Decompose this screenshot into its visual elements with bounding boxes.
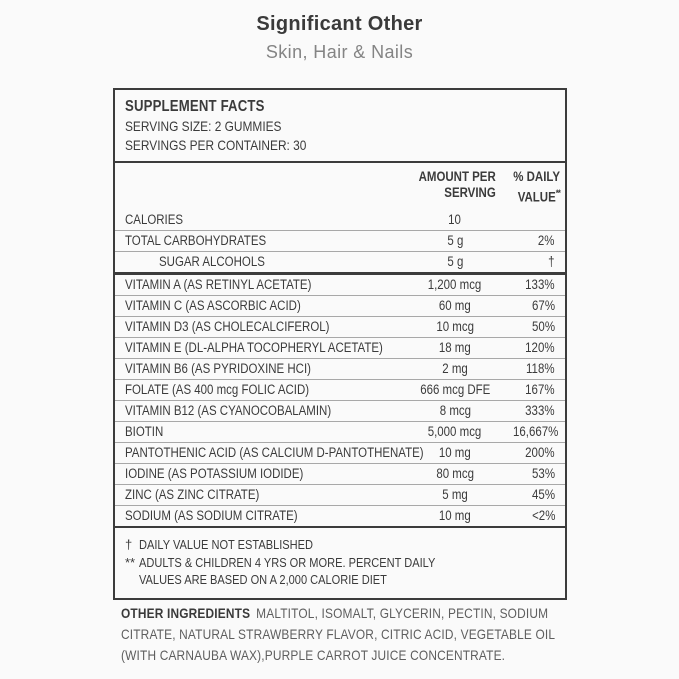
nutrient-row	[115, 295, 565, 316]
footnotes	[115, 528, 565, 598]
product-subtitle: Skin, Hair & Nails	[265, 42, 414, 62]
other-ingredients-label: OTHER INGREDIENTS	[121, 605, 251, 621]
nutrient-amount: 666 mcg DFE	[419, 382, 491, 397]
nutrient-row	[115, 230, 565, 251]
nutrient-row	[115, 210, 565, 230]
nutrient-daily-value: 67%	[532, 298, 555, 313]
daily-value-footnote-marker: **	[555, 188, 561, 198]
nutrient-name: BIOTIN	[125, 424, 164, 439]
nutrient-daily-value: 120%	[525, 340, 555, 355]
nutrient-amount: 10	[448, 212, 462, 227]
nutrient-name: VITAMIN C (AS ASCORBIC ACID)	[125, 298, 301, 313]
nutrient-row	[115, 316, 565, 337]
nutrient-daily-value: 118%	[526, 361, 555, 376]
servings-per-container: SERVINGS PER CONTAINER: 30	[125, 136, 307, 153]
nutrient-name: VITAMIN A (AS RETINYL ACETATE)	[125, 277, 312, 292]
supplement-facts-panel	[113, 88, 567, 600]
nutrient-amount: 5 g	[447, 233, 463, 248]
nutrient-amount: 18 mg	[439, 340, 471, 355]
page-title: Significant Other	[256, 13, 423, 35]
footnote	[125, 554, 555, 588]
nutrient-row	[115, 442, 565, 463]
nutrient-name: TOTAL CARBOHYDRATES	[125, 233, 267, 248]
nutrient-daily-value: 200%	[525, 445, 555, 460]
panel-title: SUPPLEMENT FACTS	[125, 98, 265, 115]
panel-header	[115, 90, 565, 161]
nutrient-daily-value: †	[548, 254, 555, 269]
nutrient-amount: 5 g	[447, 254, 463, 269]
nutrient-name: ZINC (AS ZINC CITRATE)	[125, 487, 260, 502]
nutrient-name: VITAMIN E (DL-ALPHA TOCOPHERYL ACETATE)	[125, 340, 383, 355]
footnote-text: ADULTS & CHILDREN 4 YRS OR MORE. PERCENT DAILY VALUES ARE BASED ON A 2,000 CALORIE DIET	[139, 554, 436, 587]
serving-size: SERVING SIZE: 2 GUMMIES	[125, 118, 282, 134]
nutrient-amount: 8 mcg	[439, 403, 471, 418]
footnote-marker: †	[125, 536, 133, 552]
amount-column-header: AMOUNT PER SERVING	[418, 169, 496, 200]
nutrient-name: SUGAR ALCOHOLS	[159, 254, 265, 269]
nutrient-name: SODIUM (AS SODIUM CITRATE)	[125, 508, 298, 523]
vitamins-section	[115, 275, 565, 526]
nutrient-row	[115, 400, 565, 421]
nutrient-row	[115, 505, 565, 526]
nutrient-daily-value: <2%	[531, 508, 555, 523]
nutrient-amount: 5 mg	[442, 487, 468, 502]
nutrient-name: CALORIES	[125, 212, 184, 227]
nutrient-name: VITAMIN D3 (AS CHOLECALCIFEROL)	[125, 319, 330, 334]
nutrient-amount: 10 mg	[439, 508, 471, 523]
nutrient-row	[115, 275, 565, 295]
nutrient-row	[115, 484, 565, 505]
nutrient-amount: 80 mcg	[436, 466, 474, 481]
nutrient-row	[115, 463, 565, 484]
nutrient-row	[115, 421, 565, 442]
product-header	[0, 0, 679, 63]
nutrient-row	[115, 251, 565, 272]
macros-section	[115, 210, 565, 272]
daily-value-column-header: % DAILY VALUE**	[513, 169, 561, 205]
nutrient-name: IODINE (AS POTASSIUM IODIDE)	[125, 466, 304, 481]
nutrient-amount: 10 mcg	[436, 319, 474, 334]
nutrient-name: VITAMIN B12 (AS CYANOCOBALAMIN)	[125, 403, 332, 418]
nutrient-daily-value: 45%	[532, 487, 555, 502]
other-ingredients-text: MALTITOL, ISOMALT, GLYCERIN, PECTIN, SODIUM CITRATE, NATURAL STRAWBERRY FLAVOR, CITRIC ACID, VEGETABLE OIL (WITH CARNAUBA WAX),PURPLE CARROT JUICE CONCENTRATE.	[121, 605, 555, 663]
nutrient-name: FOLATE (AS 400 mcg FOLIC ACID)	[125, 382, 310, 397]
nutrient-row	[115, 337, 565, 358]
nutrient-daily-value: 133%	[525, 277, 555, 292]
other-ingredients	[121, 603, 569, 666]
nutrient-amount: 2 mg	[442, 361, 468, 376]
nutrient-row	[115, 358, 565, 379]
nutrient-amount: 1,200 mcg	[428, 277, 482, 292]
column-headers	[115, 163, 565, 210]
nutrient-daily-value: 53%	[532, 466, 555, 481]
nutrient-amount: 5,000 mcg	[428, 424, 482, 439]
nutrient-row	[115, 379, 565, 400]
footnote	[125, 536, 555, 553]
nutrient-name: PANTOTHENIC ACID (AS CALCIUM D-PANTOTHENATE)	[125, 445, 424, 460]
nutrient-daily-value: 333%	[525, 403, 555, 418]
nutrient-daily-value: 2%	[538, 233, 555, 248]
nutrient-daily-value: 16,667%	[512, 424, 559, 439]
nutrient-daily-value: 167%	[525, 382, 555, 397]
nutrient-name: VITAMIN B6 (AS PYRIDOXINE HCI)	[125, 361, 311, 376]
nutrient-amount: 10 mg	[439, 445, 471, 460]
nutrient-amount: 60 mg	[439, 298, 471, 313]
nutrient-daily-value: 50%	[532, 319, 555, 334]
footnote-marker: **	[125, 554, 136, 570]
footnote-text: DAILY VALUE NOT ESTABLISHED	[139, 536, 313, 552]
